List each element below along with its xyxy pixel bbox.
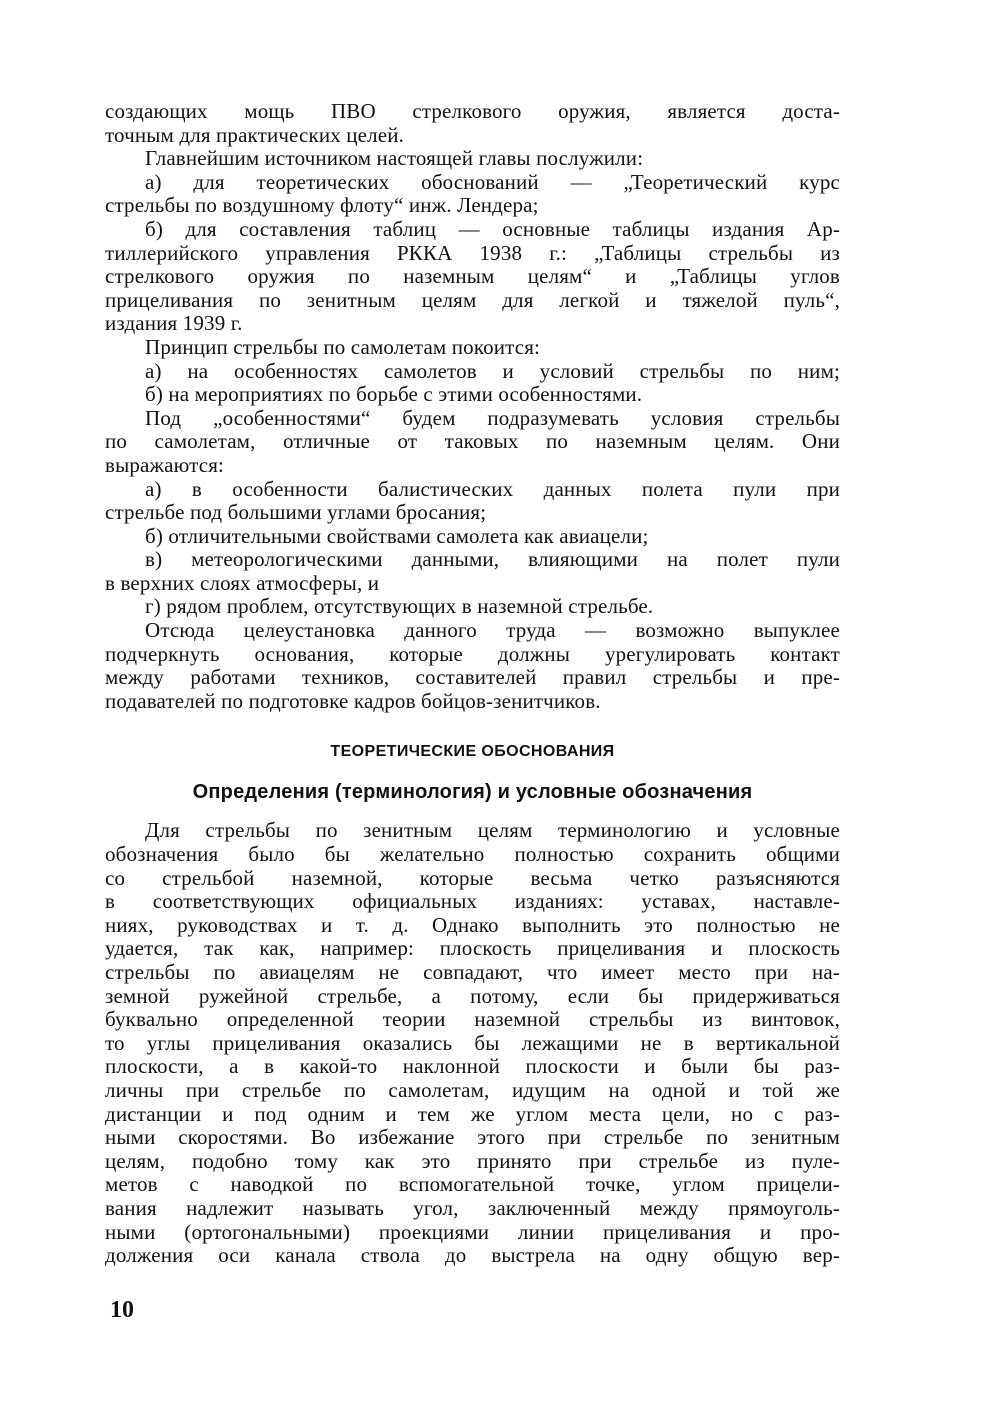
text-line: в верхних слоях атмосферы, и [105,571,380,595]
text-line: Принцип стрельбы по самолетам покоится: [145,335,540,359]
text-line: ными скоростями. Во избежание этого при стрельбе по зенитным [105,1126,840,1150]
text-line: плоскости, а в какой-то наклонной плоскости и были бы раз- [105,1055,840,1079]
page-body [105,100,840,1268]
definitions-text-block [105,819,840,1267]
text-line: со стрельбой наземной, которые весьма четко разъясняются [105,866,840,890]
text-line: по самолетам, отличные от таковых по наземным целям. Они [105,430,840,454]
text-line: метов с наводкой по вспомогательной точке, углом прицели- [105,1173,840,1197]
text-line: подавателей по подготовке кадров бойцов-зенитчиков. [105,689,601,713]
text-line: б) отличительными свойствами самолета как авиацели; [145,524,649,548]
text-line: прицеливания по зенитным целям для легкой и тяжелой пуль“, [105,288,840,312]
text-line: должения оси канала ствола до выстрела на одну общую вер- [105,1244,840,1268]
text-line: а) в особенности балистических данных полета пули при [145,477,840,501]
text-line: г) рядом проблем, отсутствующих в наземной стрельбе. [145,595,654,619]
text-line: обозначения было бы желательно полностью сохранить общими [105,843,840,867]
text-line: Главнейшим источником настоящей главы послужили: [145,147,644,171]
text-line: Под „особенностями“ будем подразумевать условия стрельбы [145,406,840,430]
text-line: б) на мероприятиях по борьбе с этими особенностями. [145,383,643,407]
section-heading: ТЕОРЕТИЧЕСКИЕ ОБОСНОВАНИЯ [330,743,615,761]
text-line: Для стрельбы по зенитным целям терминологию и условные [145,819,840,843]
text-line: дистанции и под одним и тем же углом места цели, но с раз- [105,1102,840,1126]
text-line: ными (ортогональными) проекциями линии прицеливания и про- [105,1220,840,1244]
text-line: стрелкового оружия по наземным целям“ и „Таблицы углов [105,265,840,289]
text-line: в соответствующих официальных изданиях: уставах, наставле- [105,890,840,914]
text-line: целям, подобно тому как это принято при стрельбе из пуле- [105,1149,840,1173]
text-line: то углы прицеливания оказались бы лежащими не в вертикальной [105,1031,840,1055]
text-line: буквально определенной теории наземной стрельбы из винтовок, [105,1008,840,1032]
text-line: стрельбе под большими углами бросания; [105,501,487,525]
text-line: вания надлежит называть угол, заключенный между прямоуголь- [105,1196,840,1220]
text-line: между работами техников, составителей правил стрельбы и пре- [105,666,840,690]
text-line: выражаются: [105,453,224,477]
page-number: 10 [110,1297,134,1323]
text-line: создающих мощь ПВО стрелкового оружия, является доста- [105,100,840,123]
text-line: точным для практических целей. [105,123,405,147]
text-line: подчеркнуть основания, которые должны урегулировать контакт [105,642,840,666]
text-line: удается, так как, например: плоскость прицеливания и плоскость [105,937,840,961]
text-line: б) для составления таблиц — основные таблицы издания Ар- [145,217,840,241]
text-line: а) на особенностях самолетов и условий стрельбы по ним; [145,359,840,383]
text-line: земной ружейной стрельбе, а потому, если бы придерживаться [105,984,840,1008]
text-line: издания 1939 г. [105,312,243,336]
text-line: личны при стрельбе по самолетам, идущим на одной и той же [105,1078,840,1102]
intro-text-block [105,100,840,713]
text-line: тиллерийского управления РККА 1938 г.: „Таблицы стрельбы из [105,241,840,265]
text-line: в) метеорологическими данными, влияющими на полет пули [145,548,840,572]
text-line: а) для теоретических обоснований — „Теоретический курс [145,170,840,194]
text-line: ниях, руководствах и т. д. Однако выполнить это полностью не [105,913,840,937]
text-line: стрельбы по авиацелям не совпадают, что имеет место при на- [105,961,840,984]
text-line: Отсюда целеустановка данного труда — возможно выпуклее [145,619,840,643]
subsection-heading: Определения (терминология) и условные обозначения [192,781,753,804]
text-line: стрельбы по воздушному флоту“ инж. Лендера; [105,194,539,218]
